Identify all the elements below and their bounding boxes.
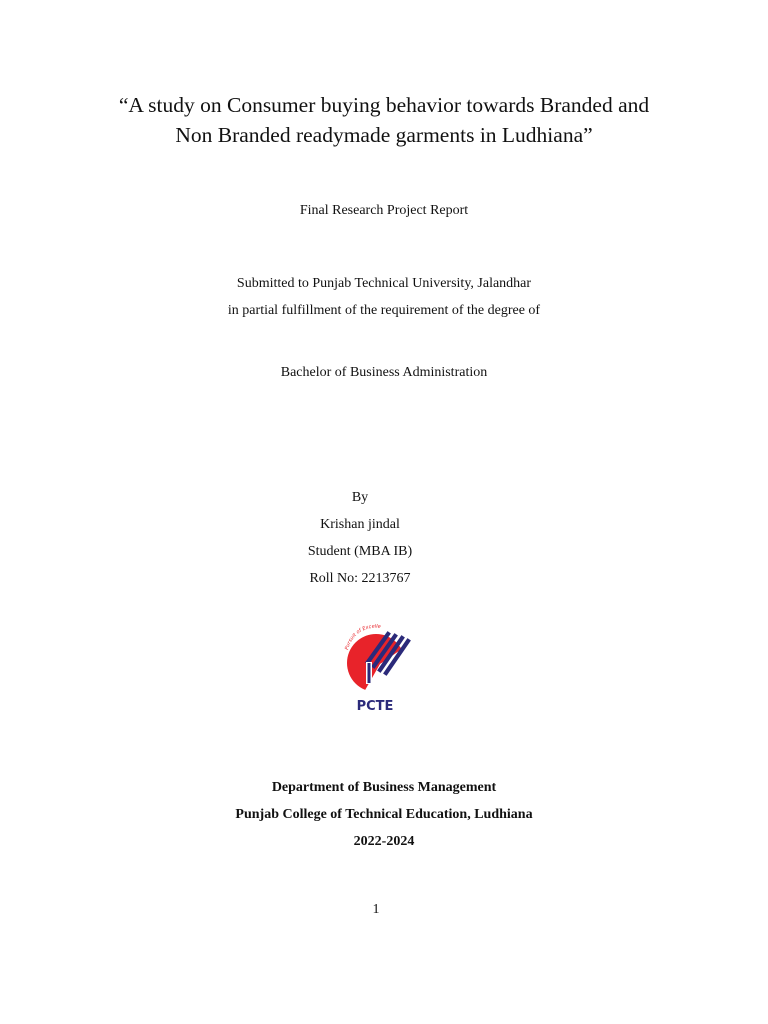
title-line-2: Non Branded readymade garments in Ludhiana” (175, 123, 593, 147)
session-years: 2022-2024 (353, 834, 415, 849)
college-name: Punjab College of Technical Education, Ludhiana (235, 807, 533, 822)
department-name: Department of Business Management (271, 780, 497, 795)
author-role: Student (MBA IB) (307, 544, 413, 559)
report-type: Final Research Project Report (299, 203, 469, 218)
author-name: Krishan jindal (320, 517, 400, 532)
title-line-1: “A study on Consumer buying behavior towards Branded and (118, 93, 650, 117)
by-label: By (351, 490, 369, 505)
logo-text: PCTE (356, 699, 394, 714)
page-number: 1 (372, 902, 380, 917)
logo-arc-text: Pursuit of Excelle (344, 624, 382, 651)
roll-number: Roll No: 2213767 (309, 571, 411, 586)
submitted-line-2: in partial fulfillment of the requirement of the degree of (227, 303, 541, 318)
pcte-logo (340, 624, 414, 714)
submitted-line-1: Submitted to Punjab Technical University, Jalandhar (236, 276, 532, 291)
degree-name: Bachelor of Business Administration (280, 365, 488, 380)
